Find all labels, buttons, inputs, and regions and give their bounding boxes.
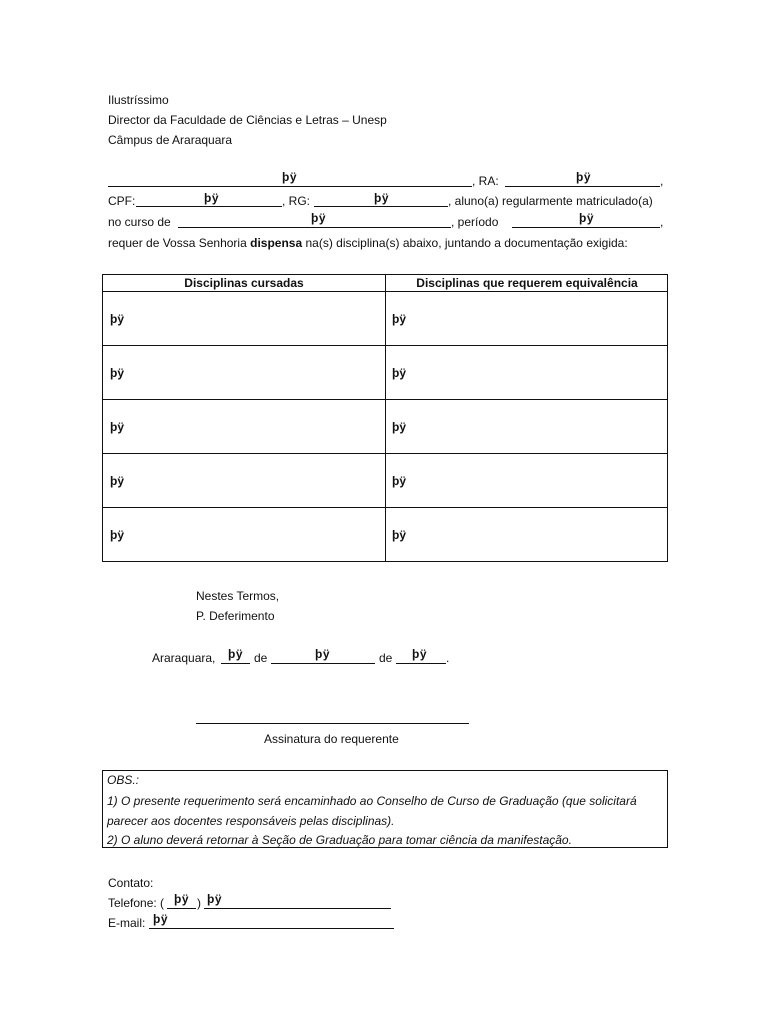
- curso-field[interactable]: [178, 227, 451, 228]
- month-field[interactable]: [271, 663, 375, 664]
- request-text-pre: requer de Vossa Senhoria: [108, 236, 247, 250]
- contact-title: Contato:: [108, 876, 154, 890]
- ra-field-marker: þÿ: [576, 170, 592, 184]
- ra-label: , RA:: [472, 174, 499, 188]
- row-3-equivalencia-field[interactable]: þÿ: [392, 420, 407, 434]
- row-3-cursada-field[interactable]: þÿ: [110, 420, 125, 434]
- period: .: [446, 651, 450, 665]
- signature-line[interactable]: [196, 723, 469, 724]
- signature-label: Assinatura do requerente: [264, 732, 399, 746]
- phone-field[interactable]: [204, 908, 391, 909]
- row-5-equivalencia-field[interactable]: þÿ: [392, 528, 407, 542]
- comma: ,: [660, 174, 664, 188]
- cpf-field[interactable]: [136, 206, 282, 207]
- obs-line-3: 2) O aluno deverá retornar à Seção de Graduação para tomar ciência da manifestação.: [107, 833, 572, 847]
- disciplines-table: [102, 274, 668, 562]
- request-text-bold: dispensa: [250, 236, 303, 250]
- column-divider: [385, 275, 386, 561]
- obs-title: OBS.:: [107, 773, 140, 787]
- row-4-equivalencia-field[interactable]: þÿ: [392, 474, 407, 488]
- row-1-equivalencia-field[interactable]: þÿ: [392, 312, 407, 326]
- email-field[interactable]: [149, 928, 394, 929]
- closing-line-2: P. Deferimento: [196, 609, 275, 623]
- request-text: [108, 236, 628, 250]
- row-divider: [103, 507, 667, 508]
- row-divider: [103, 453, 667, 454]
- header-disciplinas-cursadas: Disciplinas cursadas: [184, 276, 304, 290]
- header-disciplinas-equivalencia: Disciplinas que requerem equivalência: [416, 276, 638, 290]
- ra-field[interactable]: [505, 186, 660, 187]
- comma: ,: [660, 215, 664, 229]
- area-code-field[interactable]: [167, 908, 196, 909]
- periodo-field-marker: þÿ: [579, 211, 595, 225]
- de-label-1: de: [254, 651, 268, 665]
- area-code-field-marker: þÿ: [174, 892, 190, 906]
- email-field-marker: þÿ: [153, 912, 169, 926]
- aluno-text: , aluno(a) regularmente matriculado(a): [448, 194, 653, 208]
- row-divider: [103, 399, 667, 400]
- phone-field-marker: þÿ: [207, 892, 223, 906]
- name-field[interactable]: [108, 186, 472, 187]
- salutation: Ilustríssimo: [108, 93, 169, 107]
- name-field-marker: þÿ: [282, 170, 298, 184]
- row-2-equivalencia-field[interactable]: þÿ: [392, 366, 407, 380]
- curso-label: no curso de: [108, 215, 171, 229]
- de-label-2: de: [379, 651, 393, 665]
- request-text-post: na(s) disciplina(s) abaixo, juntando a documentação exigida:: [305, 236, 628, 250]
- cpf-label: CPF:: [108, 194, 136, 208]
- email-label: E-mail:: [108, 916, 146, 930]
- observations-box: [102, 770, 668, 848]
- periodo-label: , período: [451, 215, 499, 229]
- phone-close-paren: ): [197, 896, 201, 910]
- curso-field-marker: þÿ: [311, 211, 327, 225]
- day-field[interactable]: [221, 663, 250, 664]
- row-divider: [103, 291, 667, 292]
- obs-line-2: parecer aos docentes responsáveis pelas disciplinas).: [107, 814, 395, 828]
- row-5-cursada-field[interactable]: þÿ: [110, 528, 125, 542]
- cpf-field-marker: þÿ: [204, 191, 220, 205]
- row-4-cursada-field[interactable]: þÿ: [110, 474, 125, 488]
- campus-name: Câmpus de Araraquara: [108, 133, 233, 147]
- closing-line-1: Nestes Termos,: [196, 589, 280, 603]
- recipient-title: Director da Faculdade de Ciências e Letras – Unesp: [108, 113, 387, 127]
- rg-field-marker: þÿ: [374, 191, 390, 205]
- periodo-field[interactable]: [512, 227, 660, 228]
- rg-field[interactable]: [314, 206, 448, 207]
- rg-label: , RG:: [282, 194, 311, 208]
- month-field-marker: þÿ: [315, 647, 331, 661]
- row-1-cursada-field[interactable]: þÿ: [110, 312, 125, 326]
- obs-line-1: 1) O presente requerimento será encaminhado ao Conselho de Curso de Graduação (que solicitará: [107, 794, 637, 808]
- year-field[interactable]: [396, 663, 446, 664]
- phone-label: Telefone: (: [108, 896, 165, 910]
- row-2-cursada-field[interactable]: þÿ: [110, 366, 125, 380]
- row-divider: [103, 345, 667, 346]
- place-label: Araraquara,: [152, 651, 216, 665]
- year-field-marker: þÿ: [412, 647, 428, 661]
- day-field-marker: þÿ: [228, 647, 244, 661]
